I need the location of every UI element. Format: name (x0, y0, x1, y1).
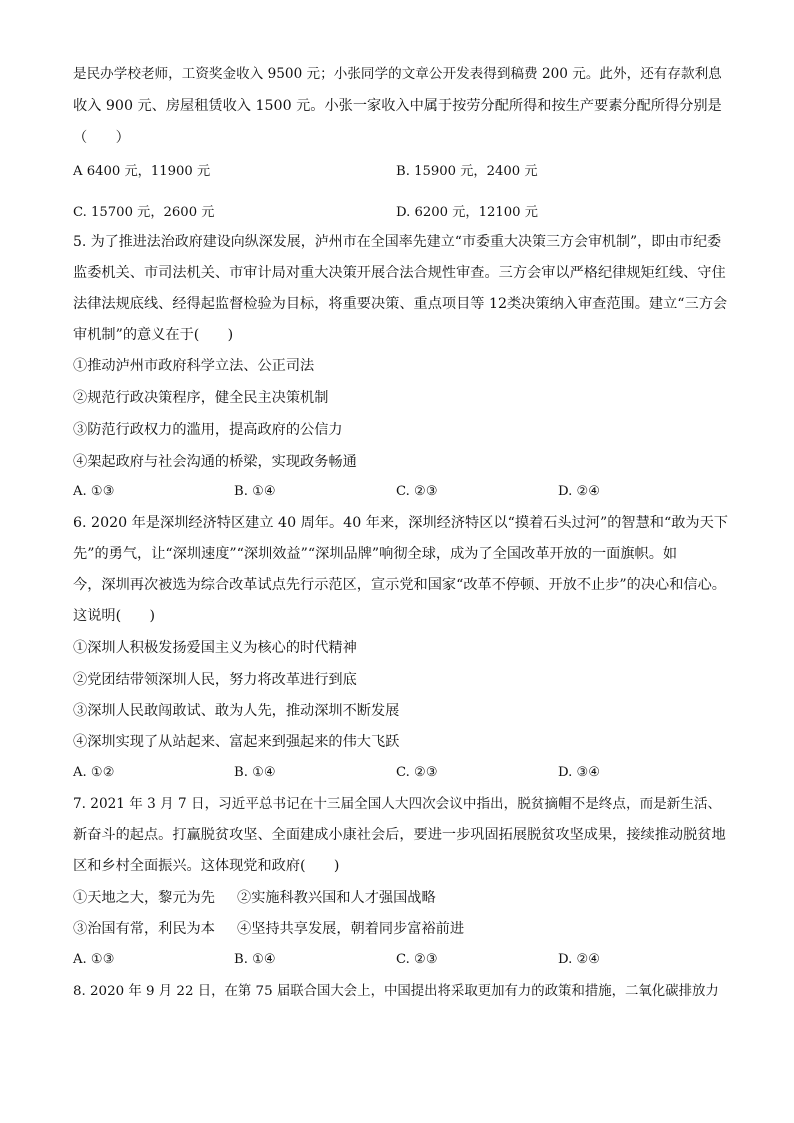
q4-answer-bracket: （ ） (73, 130, 130, 146)
q6-line-1: 6. 2020 年是深圳经济特区建立 40 周年。40 年来，深圳经济特区以“摸着石头过河”的智慧和“敢为天下 (73, 515, 728, 531)
q6-item-3: ③深圳人民敢闯敢试、敢为人先，推动深圳不断发展 (73, 703, 400, 719)
q7-item-4: ④坚持共享发展，朝着同步富裕前进 (237, 921, 465, 937)
q5-line-3: 法律法规底线、经得起监督检验为目标，将重要决策、重点项目等 12类决策纳入审查范围。建立“三方会 (73, 296, 728, 312)
q8-line-1: 8. 2020 年 9 月 22 日，在第 75 届联合国大会上，中国提出将采取更加有力的政策和措施，二氧化碳排放力 (73, 984, 719, 999)
q5-option-a[interactable]: A. ①③ (73, 484, 115, 499)
q6-option-a[interactable]: A. ①② (73, 765, 115, 780)
q7-option-a[interactable]: A. ①③ (73, 952, 115, 967)
q6-option-d[interactable]: D. ③④ (558, 765, 601, 780)
q5-option-c[interactable]: C. ②③ (396, 484, 438, 499)
q4-option-a[interactable]: A 6400 元，11900 元 (73, 164, 211, 179)
q5-item-1: ①推动泸州市政府科学立法、公正司法 (73, 358, 315, 374)
q5-item-3: ③防范行政权力的滥用，提高政府的公信力 (73, 422, 343, 438)
q6-options (73, 762, 728, 784)
q7-line-3: 区和乡村全面振兴。这体现党和政府( ) (73, 858, 340, 874)
q4-line-1: 是民办学校老师，工资奖金收入 9500 元；小张同学的文章公开发表得到稿费 200 元。此外，还有存款利息 (73, 66, 722, 82)
q6-line-2: 先”的勇气，让“深圳速度”“深圳效益”“深圳品牌”响彻全球，成为了全国改革开放的一面旗帜。如 (73, 546, 678, 562)
q6-item-2: ②党团结带领深圳人民，努力将改革进行到底 (73, 672, 357, 688)
q6-option-c[interactable]: C. ②③ (396, 765, 438, 780)
q6-line-4: 这说明( ) (73, 608, 156, 624)
q4-option-d[interactable]: D. 6200 元，12100 元 (396, 205, 538, 220)
q7-options (73, 949, 728, 971)
q5-option-d[interactable]: D. ②④ (558, 484, 601, 499)
q7-line-1: 7. 2021 年 3 月 7 日，习近平总书记在十三届全国人大四次会议中指出，脱贫摘帽不是终点，而是新生活、 (73, 796, 722, 812)
q4-option-c[interactable]: C. 15700 元，2600 元 (73, 205, 215, 220)
q7-option-d[interactable]: D. ②④ (558, 952, 601, 967)
q6-option-b[interactable]: B. ①④ (234, 765, 276, 780)
q5-options (73, 481, 728, 503)
q7-item-1: ①天地之大，黎元为先 (73, 890, 215, 906)
q5-item-2: ②规范行政决策程序，健全民主决策机制 (73, 390, 329, 406)
q7-item-2: ②实施科教兴国和人才强国战略 (237, 890, 436, 906)
q4-option-b[interactable]: B. 15900 元，2400 元 (396, 164, 538, 179)
q6-item-4: ④深圳实现了从站起来、富起来到强起来的伟大飞跃 (73, 734, 400, 750)
q4-line-2: 收入 900 元、房屋租赁收入 1500 元。小张一家收入中属于按劳分配所得和按生产要素分配所得分别是 (73, 98, 722, 114)
q7-line-2: 新奋斗的起点。打赢脱贫攻坚、全面建成小康社会后，要进一步巩固拓展脱贫攻坚成果，接续推动脱贫地 (73, 827, 726, 843)
q5-line-4: 审机制”的意义在于( ) (73, 327, 234, 343)
q5-line-1: 5. 为了推进法治政府建设向纵深发展，泸州市在全国率先建立“市委重大决策三方会审机制”，即由市纪委 (73, 234, 722, 250)
q7-option-b[interactable]: B. ①④ (234, 952, 276, 967)
q5-line-2: 监委机关、市司法机关、市审计局对重大决策开展合法合规性审查。三方会审以严格纪律规矩红线、守住 (73, 265, 726, 281)
q7-item-3: ③治国有常，利民为本 (73, 921, 215, 937)
q5-item-4: ④架起政府与社会沟通的桥梁，实现政务畅通 (73, 454, 357, 470)
q5-option-b[interactable]: B. ①④ (234, 484, 276, 499)
q4-options-row-1 (73, 161, 728, 183)
q6-line-3: 今，深圳再次被选为综合改革试点先行示范区，宣示党和国家“改革不停顿、开放不止步”的决心和信心。 (73, 577, 726, 593)
q7-option-c[interactable]: C. ②③ (396, 952, 438, 967)
q4-options-row-2 (73, 202, 728, 224)
q6-item-1: ①深圳人积极发扬爱国主义为核心的时代精神 (73, 640, 357, 656)
